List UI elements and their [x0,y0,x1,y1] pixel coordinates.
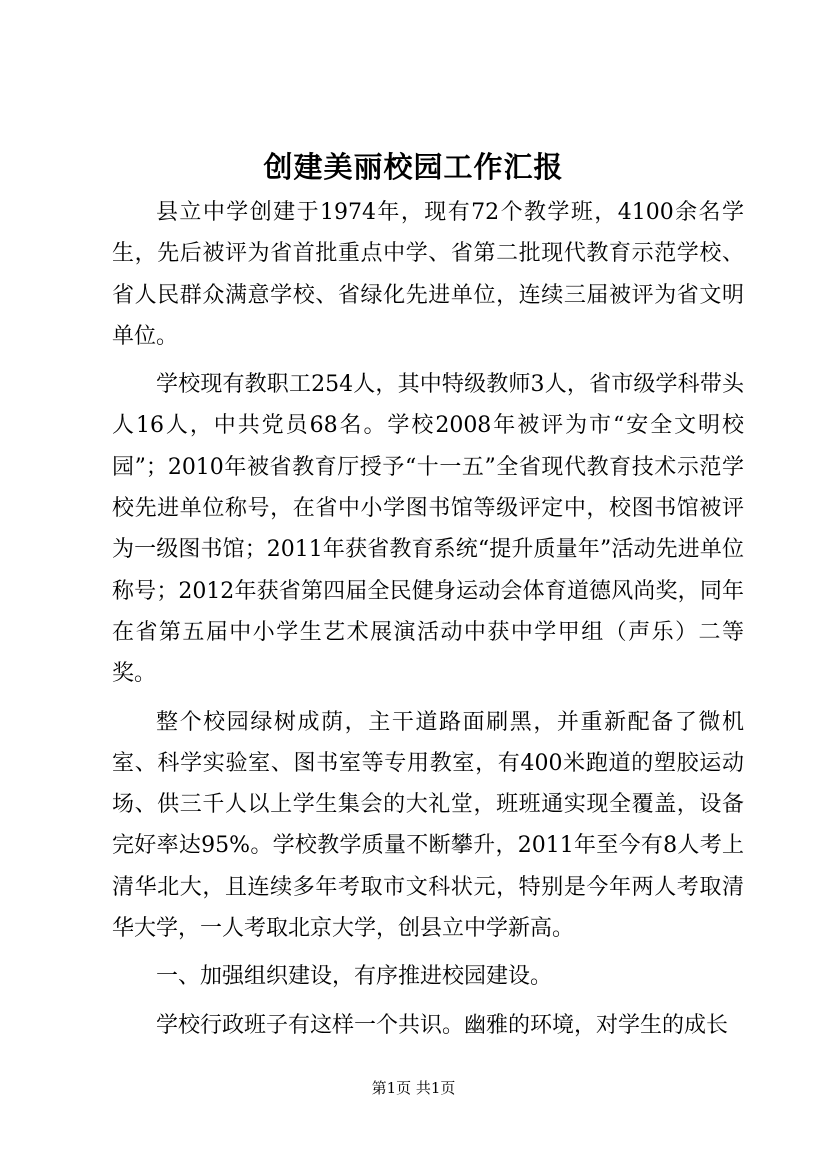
document-body [112,192,744,1046]
paragraph-consensus: 学校行政班子有这样一个共识。幽雅的环境，对学生的成长 [156,1012,729,1038]
document-title: 创建美丽校园工作汇报 [263,150,564,184]
page-footer [0,1078,827,1098]
paragraph-staff: 学校现有教职工254人，其中特级教师3人，省市级学科带头人16人，中共党员68名。学校2008年被评为市“安全文明校园”；2010年被省教育厅授予“十一五”全省现代教育技术示范学校先进单位称号，在省中小学图书馆等级评定中，校图书馆被评为一级图书馆；2011年获省教育系统“提升质量年”活动先进单位称号；2012年获省第四届全民健身运动会体育道德风尚奖，同年在省第五届中小学生艺术展演活动中获中学甲组（声乐）二等奖。 [112,372,744,687]
section-heading-1: 一、加强组织建设，有序推进校园建设。 [156,964,553,990]
paragraph-campus: 整个校园绿树成荫，主干道路面刷黑，并重新配备了微机室、科学实验室、图书室等专用教室，有400米跑道的塑胶运动场、供三千人以上学生集会的大礼堂，班班通实现全覆盖，设备完好率达95%。学校教学质量不断攀升，2011年至今有8人考上清华北大，且连续多年考取市文科状元，特别是今年两人考取清华大学，一人考取北京大学，创县立中学新高。 [112,709,744,942]
paragraph-intro: 县立中学创建于1974年，现有72个教学班，4100余名学生，先后被评为省首批重点中学、省第二批现代教育示范学校、省人民群众满意学校、省绿化先进单位，连续三届被评为省文明单位。 [112,200,744,349]
page-number-label: 第1页 共1页 [371,1079,456,1097]
